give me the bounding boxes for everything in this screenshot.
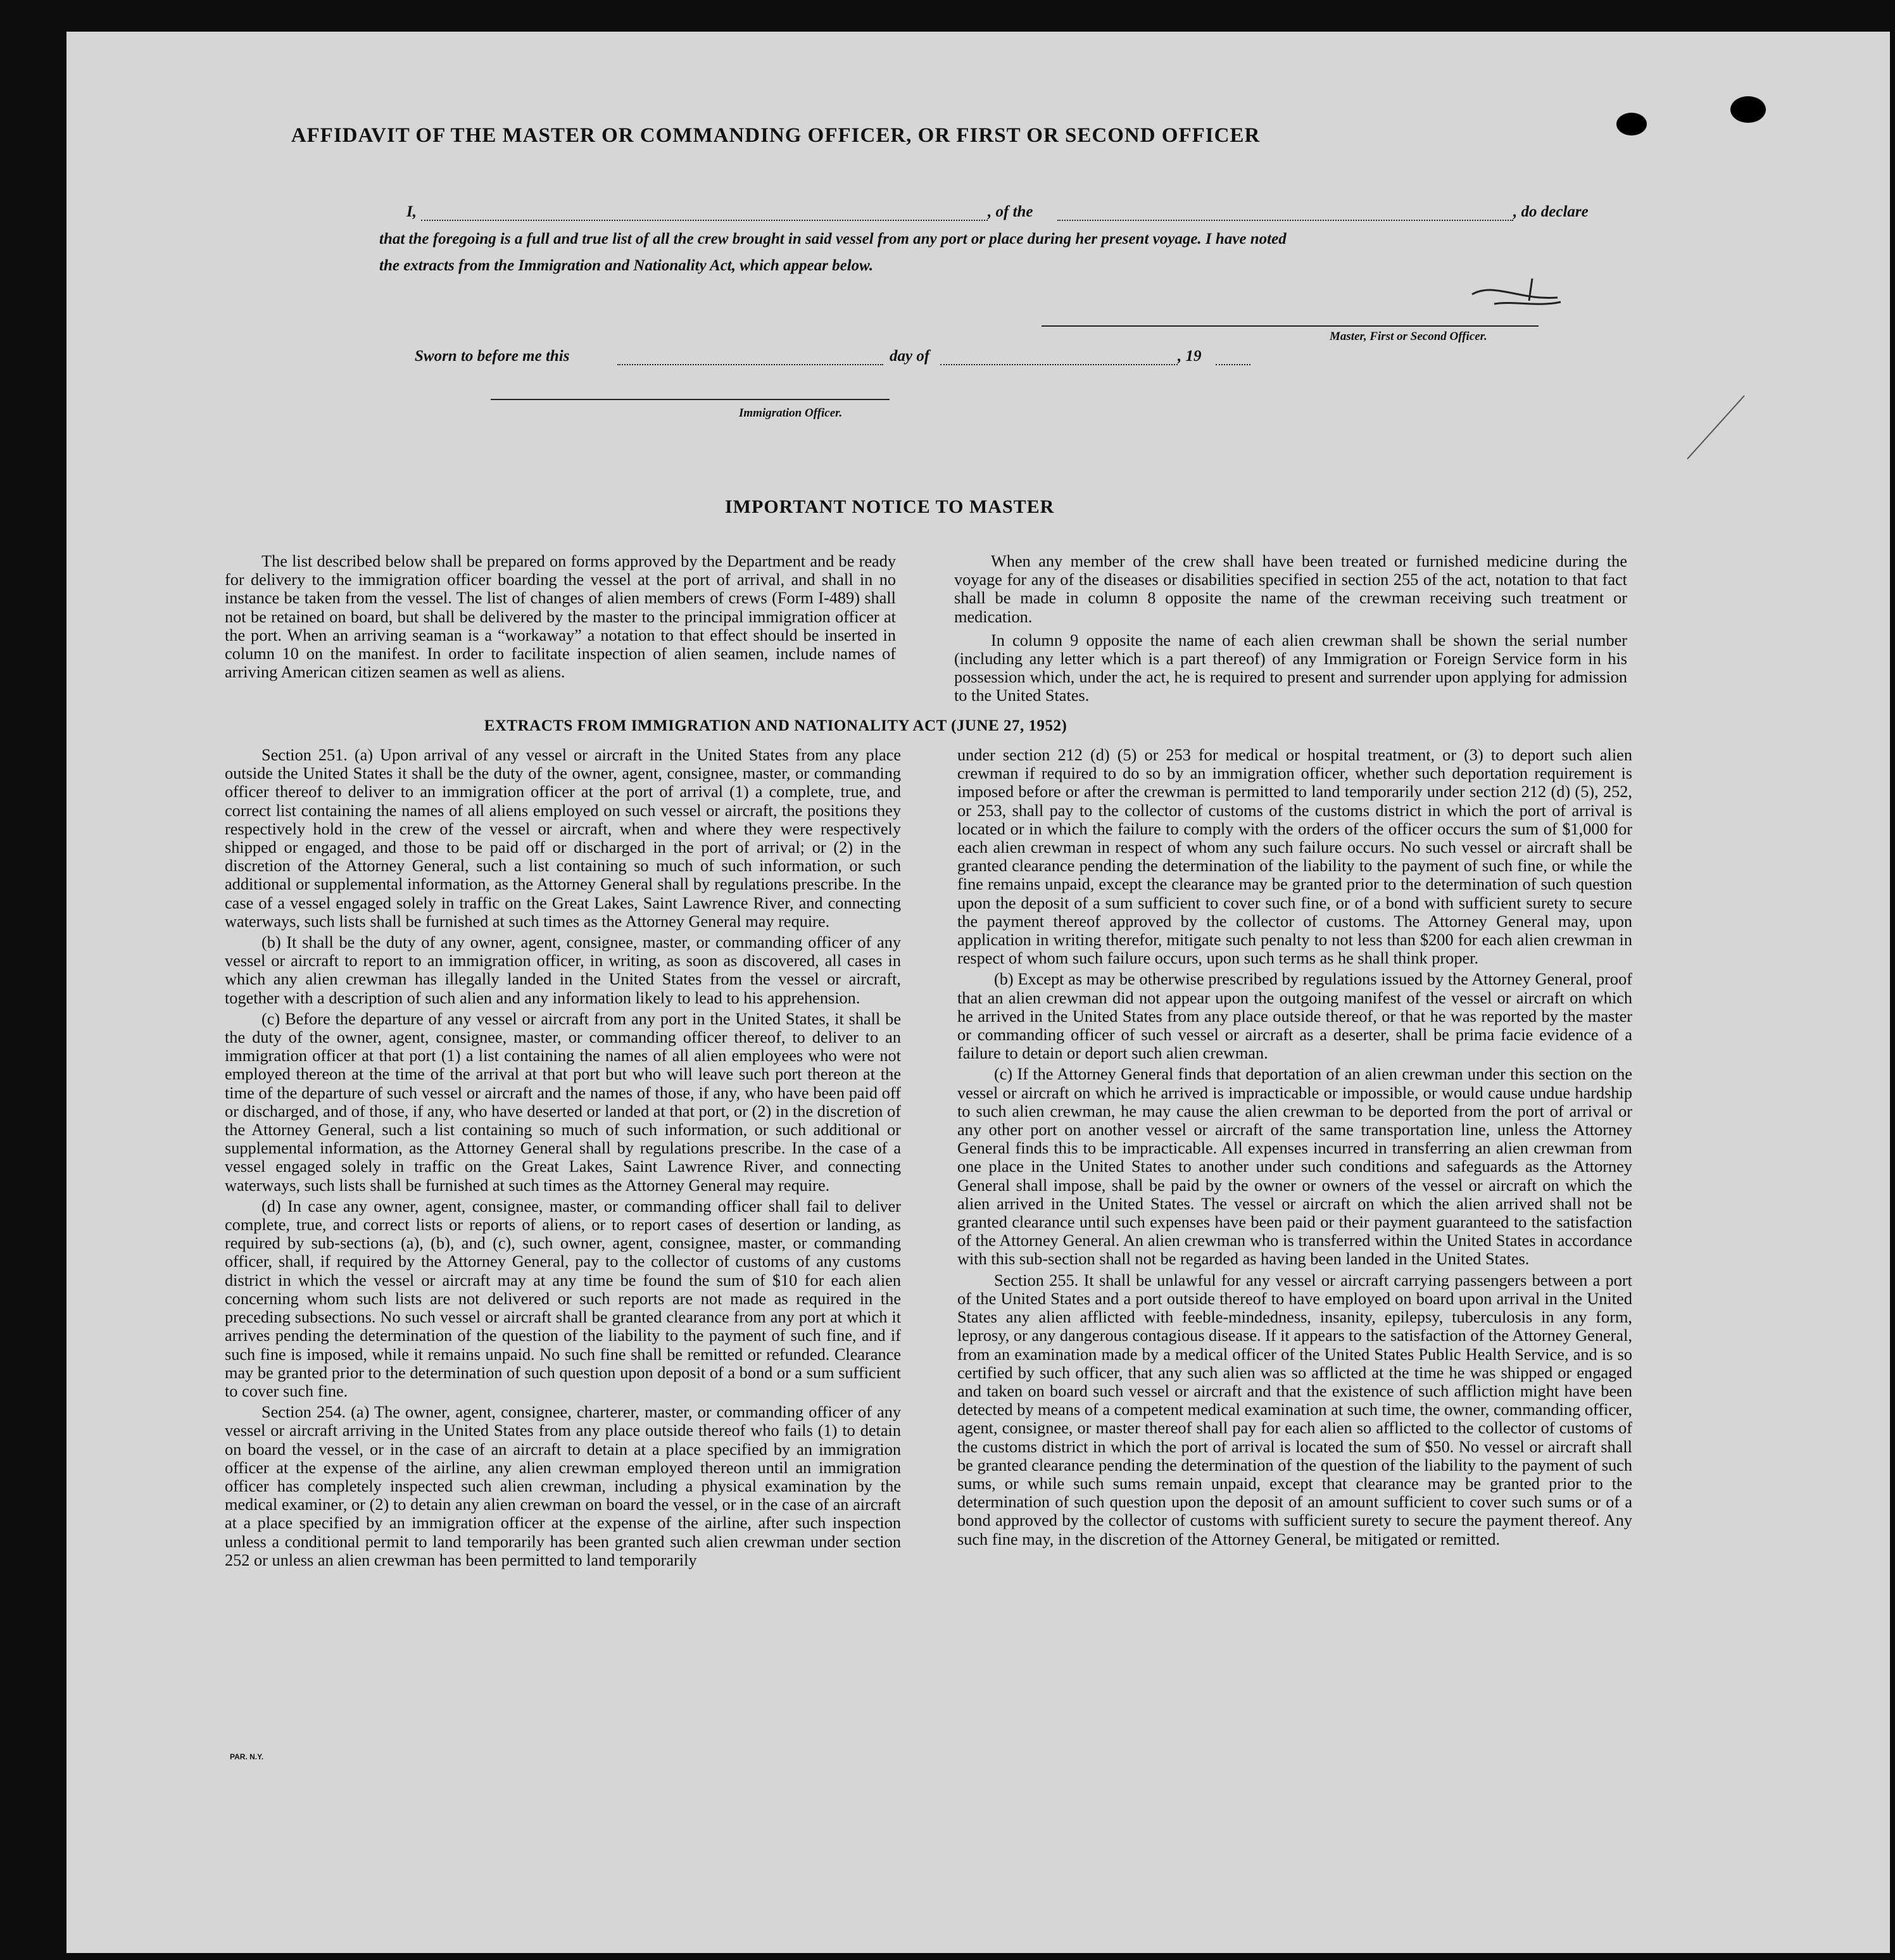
affidavit-title: AFFIDAVIT OF THE MASTER OR COMMANDING OFFICER, OR FIRST OR SECOND OFFICER (291, 124, 1261, 147)
section-254-a-continuation: under section 212 (d) (5) or 253 for medical or hospital treatment, or (3) to deport such alien crewman if required to do so by an immigration officer, whether such deportation requirement is imposed before or after the crewman is permitted to land temporarily under section 212 (d) (5), 252, or 253, shall pay to the collector of customs of the customs district in which the port of arrival is located or in which the failure to comply with the orders of the officer occurs the sum of $1,000 for each alien crewman in respect of whom any such failure occurs. No such vessel or aircraft shall be granted clearance pending the determination of the liability to the payment of such fine, or while the fine remains unpaid, except the clearance may be granted prior to the determination of such question upon the deposit of a sum sufficient to cover such fine, or of a bond with sufficient surety to secure the payment thereof approved by the collector of customs. The Attorney General may, upon application in writing therefor, mitigate such penalty to not less than $200 for each alien crewman in respect of whom such failure occurs, upon such terms as he shall think proper. (957, 746, 1632, 968)
vessel-blank-line (1057, 220, 1513, 221)
extracts-right-column (957, 746, 1632, 1551)
officer-signature-line (491, 399, 890, 400)
extracts-title: EXTRACTS FROM IMMIGRATION AND NATIONALITY ACT (JUNE 27, 1952) (484, 717, 1067, 734)
section-251-a: Section 251. (a) Upon arrival of any vessel or aircraft in the United States from any place outside the United States it shall be the duty of the owner, agent, consignee, master, or commanding officer thereof to deliver to an immigration officer at the port of arrival (1) a complete, true, and correct list containing the names of all aliens employed on such vessel or aircraft, the positions they respectively hold in the crew of the vessel or aircraft, when and where they were respectively shipped or engaged, and those to be paid off or discharged in the port of arrival; or (2) in the discretion of the Attorney General, such a list containing so much of such information, or such additional or supplemental information, as the Attorney General shall by regulations prescribe. In the case of a vessel engaged solely in traffic on the Great Lakes, Saint Lawrence River, and connecting waterways, such lists shall be furnished at such times as the Attorney General may require. (225, 746, 901, 931)
section-255: Section 255. It shall be unlawful for any vessel or aircraft carrying passengers between a port of the United States and a port outside thereof to have employed on board upon arrival in the United States any alien afflicted with feeble-mindedness, insanity, epilepsy, tuberculosis in any form, leprosy, or any dangerous contagious disease. If it appears to the satisfaction of the Attorney General, from an examination made by a medical officer of the United States Public Health Service, and is so certified by such officer, that any such alien was so afflicted at the time he was shipped or engaged and taken on board such vessel or aircraft and that the existence of such affliction might have been detected by means of a competent medical examination at such time, the owner, commanding officer, agent, consignee, or master thereof shall pay for each alien so afflicted to the collector of customs of the customs district in which the port of arrival is located the sum of $50. No vessel or aircraft shall be granted clearance pending the determination of the question of the liability to the payment of such sums, or while such sums remain unpaid, except that clearance may be granted prior to the determination of such question upon the deposit of an amount sufficient to cover such sums or of a bond approved by the collector of customs with sufficient surety to secure the payment thereof. Any such fine may, in the discretion of the Attorney General, be mitigated or remitted. (957, 1271, 1632, 1549)
section-254-a: Section 254. (a) The owner, agent, consignee, charterer, master, or commanding officer of any vessel or aircraft arriving in the United States from any place outside thereof who fails (1) to detain on board the vessel, or in the case of an aircraft to detain at a place specified by an immigration officer at the expense of the airline, any alien crewman employed thereon until an immigration officer has completely inspected such alien crewman, including a physical examination by the medical examiner, or (2) to detain any alien crewman on board the vessel, or in the case of an aircraft at a place specified by an immigration officer at the expense of the airline, after such inspection unless a conditional permit to land temporarily has been granted such alien crewman under section 252 or unless an alien crewman has been permitted to land temporarily (225, 1403, 901, 1569)
document-page (66, 32, 1890, 1953)
section-254-b: (b) Except as may be otherwise prescribed by regulations issued by the Attorney General, proof that an alien crewman did not appear upon the outgoing manifest of the vessel or aircraft on which he arrived in the United States from any place outside thereof, or that he was reported by the master or commanding officer of such vessel or aircraft as a deserter, shall be prima facie evidence of a failure to detain or deport such alien crewman. (957, 970, 1632, 1063)
declaration-line-1: that the foregoing is a full and true list of all the crew brought in said vessel from any port or place during her present voyage. I have noted (379, 230, 1287, 248)
do-declare-label: , do declare (1513, 203, 1589, 220)
sworn-date-line (617, 364, 883, 365)
section-251-d: (d) In case any owner, agent, consignee, master, or commanding officer shall fail to deliver complete, true, and correct lists or reports of aliens, or to report cases of desertion or landing, as required by sub-sections (a), (b), and (c), such owner, agent, consignee, master, or commanding officer, shall, if required by the Attorney General, pay to the collector of customs of any customs district in which the vessel or aircraft may at any time be found the sum of $10 for each alien concerning whom such lists are not delivered or such reports are not made as required in the preceding subsections. No such vessel or aircraft shall be granted clearance from any port at which it arrives pending the determination of the question of the liability to the payment of such fine, and if such fine is imposed, while it remains unpaid. No such fine shall be remitted or refunded. Clearance may be granted prior to the determination of such question upon deposit of a bond or a sum sufficient to cover such fine. (225, 1197, 901, 1400)
notice-right-column (954, 552, 1627, 708)
sworn-label: Sworn to before me this (415, 348, 570, 365)
section-251-c: (c) Before the departure of any vessel or aircraft from any port in the United States, it shall be the duty of the owner, agent, consignee, master, or commanding officer thereof, to deliver to an immigration officer at that port (1) a list containing the names of all alien employees who were not employed thereon at the time of the arrival at that port but who will leave such port thereon at the time of the departure of such vessel or aircraft and the names of those, if any, who have been paid off or discharged, and of those, if any, who have deserted or landed at that port, or (2) in the discretion of the Attorney General, such a list containing so much of such information, or such additional or supplemental information, as the Attorney General shall by regulations prescribe. In the case of a vessel engaged solely in traffic on the Great Lakes, Saint Lawrence River, and connecting waterways, such lists shall be furnished at such times as the Attorney General may require. (225, 1009, 901, 1195)
printer-mark: PAR. N.Y. (230, 1752, 264, 1761)
ink-blot (1616, 113, 1647, 135)
declaration-line-2: the extracts from the Immigration and Nationality Act, which appear below. (379, 257, 874, 274)
notice-left-paragraph: The list described below shall be prepared on forms approved by the Department and be ready for delivery to the immigration officer boarding the vessel at the port of arrival, and shall in no instance be taken from the vessel. The list of changes of alien members of crews (Form I-489) shall not be retained on board, but shall be delivered by the master to the principal immigration officer at the port. When an arriving seaman is a “workaway” a notation to that effect should be inserted in column 10 on the manifest. In order to facilitate inspection of alien seamen, include names of arriving American citizen seamen as well as aliens. (225, 552, 896, 682)
section-251-b: (b) It shall be the duty of any owner, agent, consignee, master, or commanding officer of any vessel or aircraft to report to an immigration officer, in writing, as soon as discovered, all cases in which any alien crewman has illegally landed in the United States from the vessel or aircraft, together with a description of such alien and any information likely to lead to his apprehension. (225, 933, 901, 1007)
officer-caption: Immigration Officer. (739, 406, 843, 420)
month-line (940, 364, 1178, 365)
extracts-left-column (225, 746, 901, 1572)
year-line (1216, 364, 1250, 365)
signature-caption: Master, First or Second Officer. (1330, 330, 1487, 343)
ink-blot (1730, 96, 1766, 123)
notice-left-column (225, 552, 896, 684)
signature-scribble (1469, 275, 1564, 313)
notice-right-paragraph-1: When any member of the crew shall have been treated or furnished medicine during the voyage for any of the diseases or disabilities specified in section 255 of the act, notation to that fact shall be made in column 8 opposite the name of the crewman receiving such treatment or medication. (954, 552, 1627, 626)
year-prefix: , 19 (1178, 348, 1202, 365)
section-254-c: (c) If the Attorney General finds that deportation of an alien crewman under this section on the vessel or aircraft on which he arrived is impracticable or impossible, or would cause undue hardship to such alien crewman, he may cause the alien crewman to be deported from the port of arrival or any other port on another vessel or aircraft of the same transportation line, unless the Attorney General finds this to be impracticable. All expenses incurred in transferring an alien crewman from one place in the United States to another under such conditions and safeguards as the Attorney General shall impose, shall be paid by the owner or owners of the vessel or aircraft on which the alien arrived in the United States. The vessel or aircraft on which the alien arrived shall not be granted clearance until such expenses have been paid or their payment guaranteed to the satisfaction of the Attorney General. An alien crewman who is transferred within the United States in accordance with this sub-section shall not be regarded as having been landed in the United States. (957, 1065, 1632, 1269)
name-blank-line (421, 220, 988, 221)
day-of-label: day of (890, 348, 930, 365)
notice-title: IMPORTANT NOTICE TO MASTER (725, 496, 1055, 517)
signature-line (1042, 325, 1539, 327)
i-label: I, (406, 203, 417, 220)
scan-scratch (1684, 393, 1747, 462)
notice-right-paragraph-2: In column 9 opposite the name of each alien crewman shall be shown the serial number (including any letter which is a part thereof) of any Immigration or Foreign Service form in his possession which, under the act, he is required to present and surrender upon applying for admission to the United States. (954, 631, 1627, 705)
of-the-label: , of the (988, 203, 1033, 220)
